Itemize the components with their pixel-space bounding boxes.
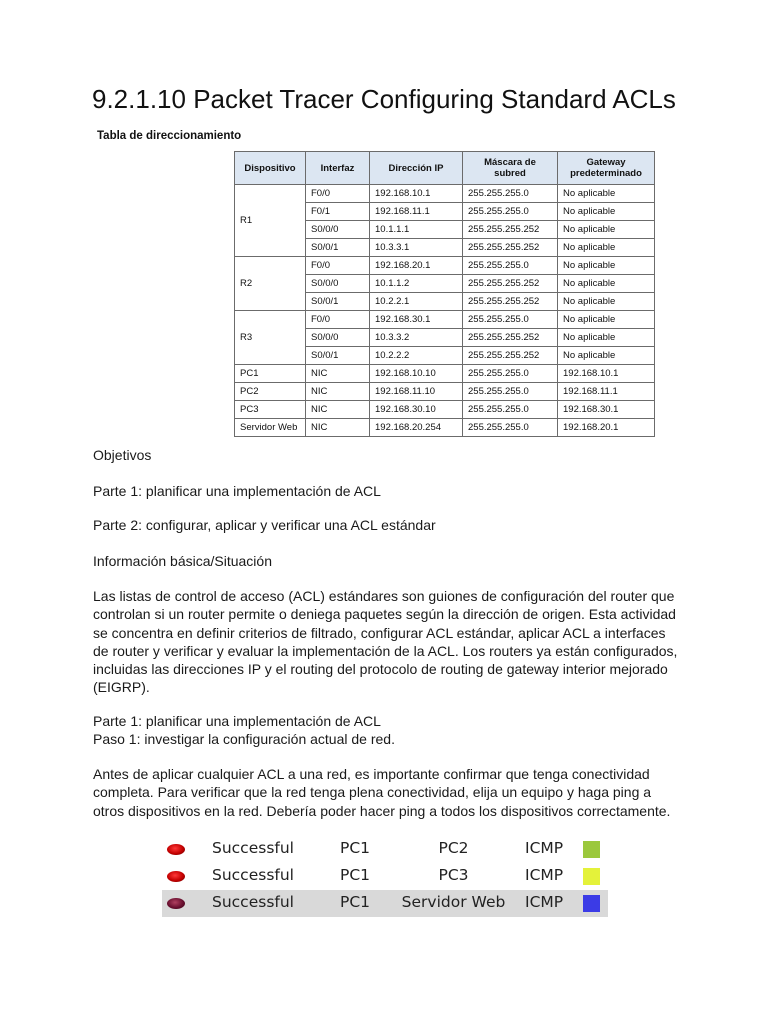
- ip-cell: 10.1.1.1: [370, 221, 463, 239]
- ping-results-list: [162, 836, 608, 917]
- gateway-cell: No aplicable: [558, 275, 655, 293]
- device-cell: PC3: [235, 401, 306, 419]
- connectivity-paragraph: Antes de aplicar cualquier ACL a una red, es importante confirmar que tenga conectividad completa. Para verificar que la red tenga plena conectividad, elija un equipo y haga ping a otros dispositivos en la red. Debería poder hacer ping a todos los dispositivos correctamente.: [93, 766, 671, 819]
- ip-cell: 192.168.11.1: [370, 203, 463, 221]
- gateway-cell: 192.168.11.1: [558, 383, 655, 401]
- ping-source: PC1: [340, 893, 371, 911]
- status-dot-icon: [167, 898, 185, 909]
- color-swatch[interactable]: [583, 841, 600, 858]
- ip-cell: 10.2.2.2: [370, 347, 463, 365]
- step1-heading: Paso 1: investigar la configuración actual de red.: [93, 731, 395, 747]
- ip-cell: 192.168.20.254: [370, 419, 463, 437]
- interface-cell: NIC: [306, 419, 370, 437]
- gateway-cell: 192.168.10.1: [558, 365, 655, 383]
- header-device: Dispositivo: [235, 152, 306, 185]
- table-row: [235, 419, 655, 437]
- objective-part1: Parte 1: planificar una implementación de ACL: [93, 483, 381, 499]
- ping-result-row[interactable]: [162, 863, 608, 890]
- gateway-cell: No aplicable: [558, 311, 655, 329]
- mask-cell: 255.255.255.252: [463, 239, 558, 257]
- mask-cell: 255.255.255.0: [463, 365, 558, 383]
- interface-cell: F0/1: [306, 203, 370, 221]
- interface-cell: S0/0/0: [306, 275, 370, 293]
- table-row: [235, 365, 655, 383]
- table-header-row: [235, 152, 655, 185]
- ip-cell: 192.168.10.1: [370, 185, 463, 203]
- ping-type: ICMP: [525, 893, 564, 911]
- page-title: 9.2.1.10 Packet Tracer Configuring Standard ACLs: [92, 84, 676, 114]
- gateway-cell: 192.168.30.1: [558, 401, 655, 419]
- header-interface: Interfaz: [306, 152, 370, 185]
- interface-cell: S0/0/1: [306, 293, 370, 311]
- ip-cell: 192.168.10.10: [370, 365, 463, 383]
- interface-cell: NIC: [306, 365, 370, 383]
- mask-cell: 255.255.255.252: [463, 275, 558, 293]
- table-row: [235, 257, 655, 275]
- device-cell: R2: [235, 257, 306, 311]
- table-caption: Tabla de direccionamiento: [97, 130, 242, 142]
- gateway-cell: No aplicable: [558, 221, 655, 239]
- interface-cell: S0/0/1: [306, 239, 370, 257]
- objective-part2: Parte 2: configurar, aplicar y verificar una ACL estándar: [93, 517, 436, 533]
- ping-destination: PC3: [438, 866, 469, 884]
- color-swatch[interactable]: [583, 868, 600, 885]
- table-row: [235, 401, 655, 419]
- interface-cell: S0/0/0: [306, 329, 370, 347]
- ping-destination: Servidor Web: [401, 893, 506, 911]
- background-heading: Información básica/Situación: [93, 553, 272, 569]
- interface-cell: S0/0/1: [306, 347, 370, 365]
- mask-cell: 255.255.255.252: [463, 347, 558, 365]
- header-mask: Máscara de subred: [463, 152, 558, 185]
- ping-result-row[interactable]: [162, 890, 608, 917]
- mask-cell: 255.255.255.252: [463, 329, 558, 347]
- table-row: [235, 185, 655, 203]
- gateway-cell: No aplicable: [558, 185, 655, 203]
- mask-cell: 255.255.255.252: [463, 221, 558, 239]
- interface-cell: NIC: [306, 383, 370, 401]
- interface-cell: F0/0: [306, 311, 370, 329]
- ip-cell: 192.168.30.1: [370, 311, 463, 329]
- ping-source: PC1: [340, 839, 371, 857]
- mask-cell: 255.255.255.252: [463, 293, 558, 311]
- interface-cell: NIC: [306, 401, 370, 419]
- gateway-cell: No aplicable: [558, 239, 655, 257]
- mask-cell: 255.255.255.0: [463, 257, 558, 275]
- ip-cell: 192.168.11.10: [370, 383, 463, 401]
- mask-cell: 255.255.255.0: [463, 401, 558, 419]
- mask-cell: 255.255.255.0: [463, 203, 558, 221]
- gateway-cell: No aplicable: [558, 203, 655, 221]
- device-cell: R3: [235, 311, 306, 365]
- ip-cell: 10.3.3.1: [370, 239, 463, 257]
- ping-destination: PC2: [438, 839, 469, 857]
- objectives-heading: Objetivos: [93, 447, 152, 463]
- gateway-cell: No aplicable: [558, 347, 655, 365]
- interface-cell: F0/0: [306, 185, 370, 203]
- ping-status: Successful: [212, 866, 294, 884]
- ip-cell: 10.3.3.2: [370, 329, 463, 347]
- ping-result-row[interactable]: [162, 836, 608, 863]
- ping-status: Successful: [212, 839, 294, 857]
- addressing-table: [234, 151, 655, 437]
- status-dot-icon: [167, 871, 185, 882]
- header-gateway: Gateway predeterminado: [558, 152, 655, 185]
- mask-cell: 255.255.255.0: [463, 383, 558, 401]
- table-row: [235, 311, 655, 329]
- mask-cell: 255.255.255.0: [463, 311, 558, 329]
- table-row: [235, 383, 655, 401]
- device-cell: PC2: [235, 383, 306, 401]
- mask-cell: 255.255.255.0: [463, 419, 558, 437]
- interface-cell: S0/0/0: [306, 221, 370, 239]
- color-swatch[interactable]: [583, 895, 600, 912]
- ping-status: Successful: [212, 893, 294, 911]
- gateway-cell: 192.168.20.1: [558, 419, 655, 437]
- ping-type: ICMP: [525, 839, 564, 857]
- device-cell: Servidor Web: [235, 419, 306, 437]
- ip-cell: 10.2.2.1: [370, 293, 463, 311]
- ip-cell: 192.168.20.1: [370, 257, 463, 275]
- ip-cell: 10.1.1.2: [370, 275, 463, 293]
- device-cell: R1: [235, 185, 306, 257]
- gateway-cell: No aplicable: [558, 329, 655, 347]
- ip-cell: 192.168.30.10: [370, 401, 463, 419]
- part1-heading: Parte 1: planificar una implementación de ACL: [93, 713, 381, 729]
- ping-type: ICMP: [525, 866, 564, 884]
- header-ip: Dirección IP: [370, 152, 463, 185]
- mask-cell: 255.255.255.0: [463, 185, 558, 203]
- ping-source: PC1: [340, 866, 371, 884]
- interface-cell: F0/0: [306, 257, 370, 275]
- device-cell: PC1: [235, 365, 306, 383]
- gateway-cell: No aplicable: [558, 257, 655, 275]
- status-dot-icon: [167, 844, 185, 855]
- gateway-cell: No aplicable: [558, 293, 655, 311]
- background-paragraph: Las listas de control de acceso (ACL) estándares son guiones de configuración del router que controlan si un router permite o deniega paquetes según la dirección de origen. Esta actividad se concentra en definir criterios de filtrado, configurar ACL estándar, aplicar ACL a interfaces de router y verificar y evaluar la implementación de la ACL. Los routers ya están configurados, incluidas las direcciones IP y el routing del protocolo de routing de gateway interior mejorado (EIGRP).: [93, 588, 678, 696]
